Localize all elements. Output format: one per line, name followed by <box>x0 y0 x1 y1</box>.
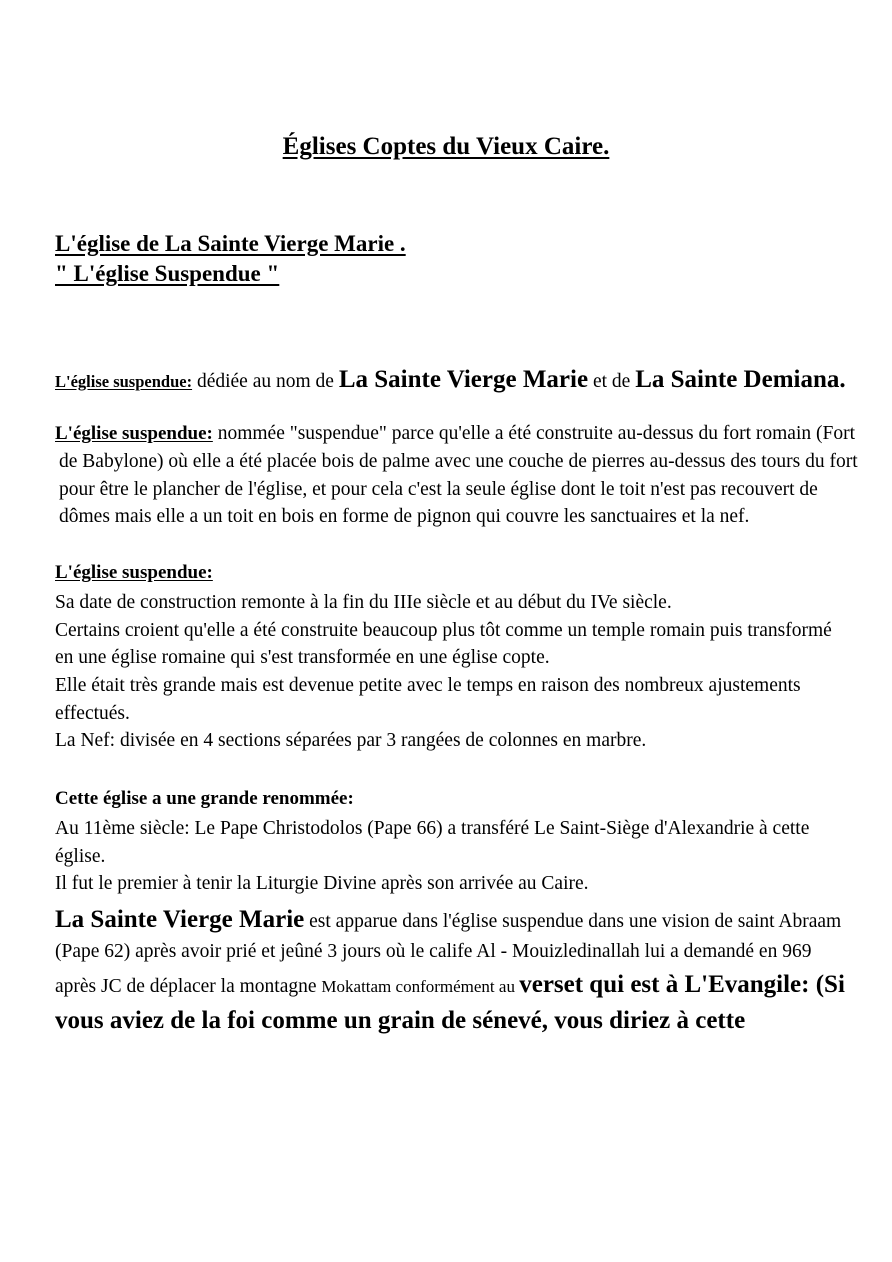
dedication-text-1: dédiée au nom de <box>192 370 339 392</box>
page-title-text: Églises Coptes du Vieux Caire. <box>282 133 610 160</box>
subtitle-line-1: L'église de La Sainte Vierge Marie . <box>55 230 406 256</box>
construction-line-2: Certains croient qu'elle a été construite beaucoup plus tôt comme un temple romain puis transformé en une église romaine qui s'est transformée en une église copte. <box>55 619 832 669</box>
page-title <box>0 0 892 161</box>
renown-heading <box>0 755 892 813</box>
construction-line-4: La Nef: divisée en 4 sections séparées par 3 rangées de colonnes en marbre. <box>55 730 647 752</box>
vision-text-2: Mokattam conformément au <box>321 976 520 996</box>
paragraph-vision <box>0 898 892 1039</box>
vision-emphasis-1: La Sainte Vierge Marie <box>55 906 305 934</box>
vision-emphasis-2: verset qui est à L'Evangile: (Si vous aviez de la foi comme un grain de sénevé, vous diriez à cette <box>55 970 845 1034</box>
dedication-emphasis-1: La Sainte Vierge Marie <box>338 365 589 393</box>
paragraph-dedication <box>0 290 892 398</box>
paragraph-naming <box>0 398 892 531</box>
renown-line-1: Au 11ème siècle: Le Pape Christodolos (Pape 66) a transféré Le Saint-Siège d'Alexandrie à cette église. <box>55 818 810 867</box>
construction-heading-text: L'église suspendue: <box>55 561 213 583</box>
dedication-lead: L'église suspendue: <box>55 371 193 391</box>
naming-body: nommée "suspendue" parce qu'elle a été construite au-dessus du fort romain (Fort de Babylone) où elle a été placée bois de palme avec une couche de pierres au-dessus des tours du fort pour être le plancher de l'église, et pour cela c'est la seule église dont le toit n'est pas recouvert de dômes mais elle a un toit en bois en forme de pignon qui couvre les sanctuaires et la nef. <box>59 422 858 528</box>
dedication-text-2: et de <box>588 370 636 392</box>
renown-heading-text: Cette église a une grande renommée: <box>55 788 354 810</box>
construction-line-3: Elle était très grande mais est devenue petite avec le temps en raison des nombreux ajustements effectués. <box>55 674 801 724</box>
dedication-emphasis-2: La Sainte Demiana. <box>635 365 846 393</box>
document-subtitle <box>0 161 892 290</box>
vision-text-1: est apparue dans l'église suspendue dans une vision de saint Abraam (Pape 62) après avoir prié et jeûné 3 jours où le calife Al - Mouizledinallah lui a demandé en 969 après JC de déplacer la montagne <box>55 911 842 997</box>
naming-lead: L'église suspendue: <box>55 422 213 444</box>
subtitle-line-2: " L'église Suspendue " <box>55 261 280 287</box>
renown-line-2: Il fut le premier à tenir la Liturgie Divine après son arrivée au Caire. <box>55 873 589 895</box>
construction-line-1: Sa date de construction remonte à la fin du IIIe siècle et au début du IVe siècle. <box>55 591 672 613</box>
construction-heading <box>0 531 892 587</box>
